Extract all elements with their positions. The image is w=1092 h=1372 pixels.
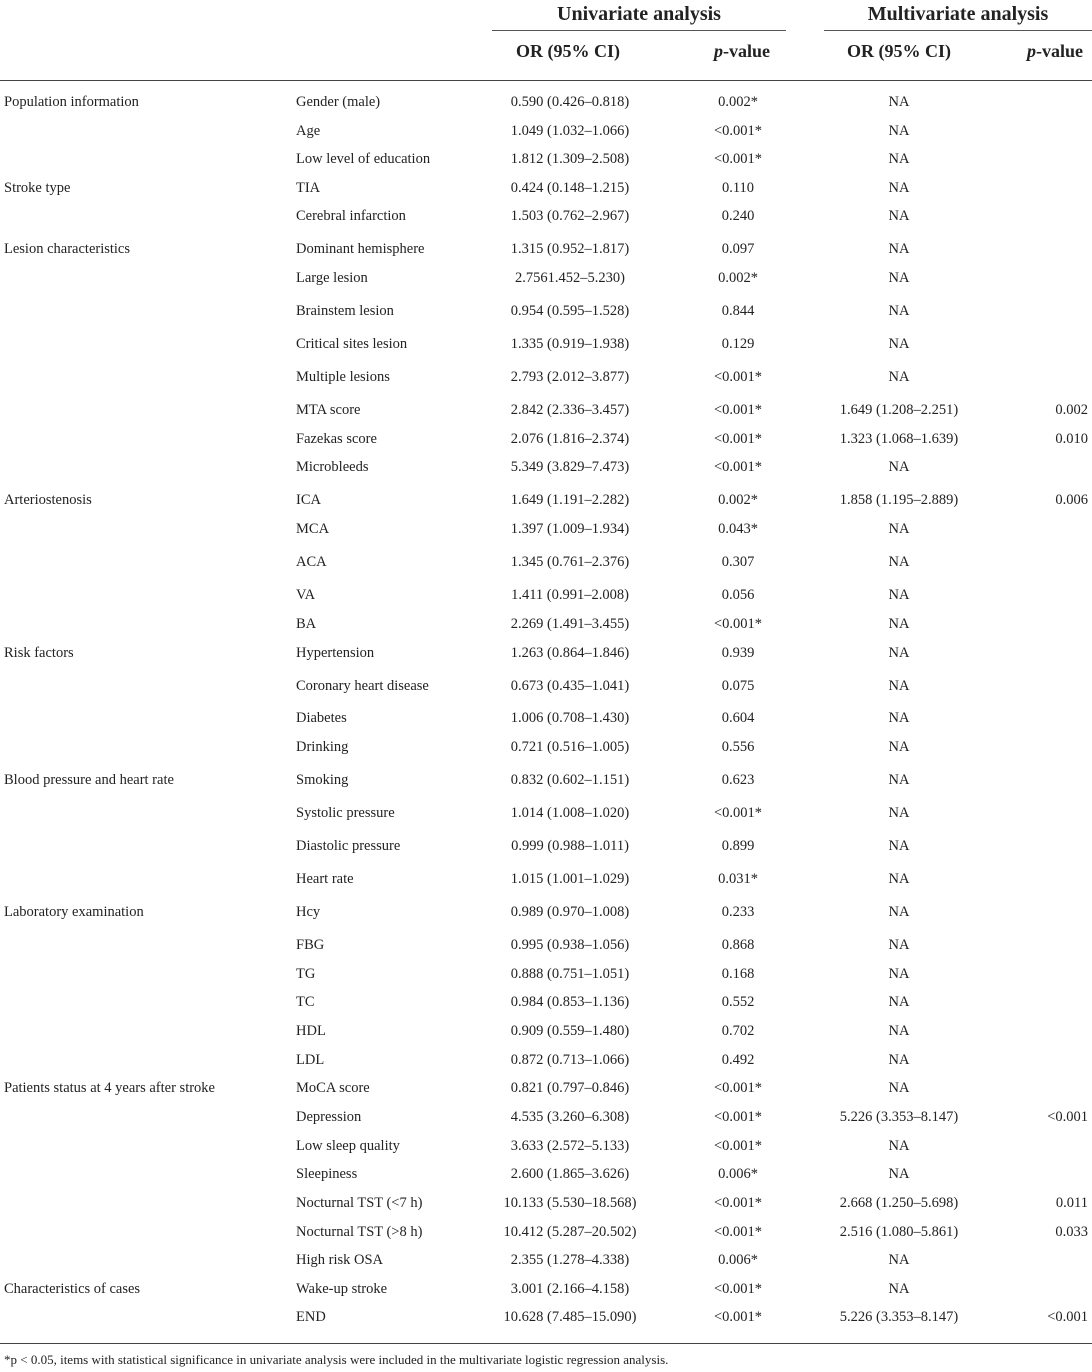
multivariate-or-cell: NA [888,369,910,385]
variable-cell: Hcy [296,904,321,920]
multivariate-or-cell: NA [888,645,910,661]
variable-cell: Depression [296,1109,362,1125]
category-cell: Laboratory examination [4,904,144,920]
univariate-or-cell: 2.7561.452–5.230) [515,270,625,286]
variable-cell: Systolic pressure [296,805,395,821]
multivariate-or-cell: NA [888,616,910,632]
table-row [0,868,1092,890]
univariate-or-cell: 1.649 (1.191–2.282) [510,492,630,508]
multivariate-or-cell: NA [888,1281,910,1297]
table-row [0,1306,1092,1328]
variable-cell: VA [296,587,316,603]
multivariate-or-cell: NA [888,336,910,352]
table-row [0,835,1092,857]
variable-cell: Age [296,123,321,139]
table-row [0,963,1092,985]
header-rule [0,80,1092,81]
variable-cell: Low level of education [296,151,431,167]
footnote-text: *p < 0.05, items with statistical significance in univariate analysis were included in the multivariate logistic regression analysis. [4,1352,669,1367]
univariate-or-cell: 5.349 (3.829–7.473) [510,459,630,475]
variable-cell: High risk OSA [296,1252,384,1268]
table-row [0,1106,1092,1128]
multivariate-p-cell: 0.010 [1055,431,1088,447]
multivariate-p-cell: 0.033 [1055,1224,1088,1240]
variable-cell: Gender (male) [296,94,381,110]
table-row [0,428,1092,450]
univariate-p-cell: 0.939 [721,645,755,661]
univariate-or-cell: 0.590 (0.426–0.818) [510,94,630,110]
multivariate-or-cell: 1.323 (1.068–1.639) [839,431,959,447]
univariate-or-cell: 1.315 (0.952–1.817) [510,241,630,257]
table-row [0,489,1092,511]
multivariate-or-cell: NA [888,1252,910,1268]
multivariate-or-cell: NA [888,151,910,167]
table-row [0,1192,1092,1214]
univariate-underline [492,30,786,31]
univariate-p-cell: 0.097 [721,241,755,257]
multivariate-or-cell: 2.516 (1.080–5.861) [839,1224,959,1240]
univariate-p-cell: 0.604 [721,710,755,726]
univariate-or-cell: 0.995 (0.938–1.056) [510,937,630,953]
variable-cell: Diastolic pressure [296,838,401,854]
table-row [0,267,1092,289]
univariate-or-cell: 2.793 (2.012–3.877) [510,369,630,385]
univariate-p-cell: 0.307 [721,554,755,570]
univariate-or-cell: 0.673 (0.435–1.041) [510,678,630,694]
multivariate-or-cell: NA [888,587,910,603]
multivariate-or-cell: 1.858 (1.195–2.889) [839,492,959,508]
multivariate-or-cell: NA [888,1166,910,1182]
table-row [0,675,1092,697]
variable-cell: Multiple lesions [296,369,390,385]
univariate-or-cell: 1.049 (1.032–1.066) [510,123,630,139]
variable-cell: MoCA score [296,1080,370,1096]
univariate-or-cell: 0.909 (0.559–1.480) [510,1023,630,1039]
univariate-p-cell: <0.001* [713,369,763,385]
univariate-p-cell: 0.233 [721,904,755,920]
univariate-p-cell: <0.001* [713,459,763,475]
univariate-p-cell: <0.001* [713,1138,763,1154]
table-row [0,1049,1092,1071]
multivariate-or-cell: NA [888,966,910,982]
variable-cell: Wake-up stroke [296,1281,388,1297]
multivariate-or-cell: NA [888,208,910,224]
multivariate-or-cell: NA [888,871,910,887]
univariate-p-cell: 0.075 [721,678,755,694]
multivariate-or-cell: NA [888,459,910,475]
univariate-p-cell: 0.006* [718,1166,758,1182]
variable-cell: TIA [296,180,321,196]
category-cell: Arteriostenosis [4,492,92,508]
univariate-p-cell: 0.492 [721,1052,755,1068]
variable-cell: ACA [296,554,327,570]
univariate-p-cell: 0.556 [721,739,755,755]
multivariate-or-cell: NA [888,805,910,821]
multivariate-or-cell: 2.668 (1.250–5.698) [839,1195,959,1211]
univariate-p-cell: 0.006* [718,1252,758,1268]
table-row [0,642,1092,664]
univariate-or-cell: 1.411 (0.991–2.008) [511,587,629,603]
p-rest: -value [1036,41,1083,61]
univariate-p-cell: <0.001* [713,1281,763,1297]
univariate-or-cell: 0.989 (0.970–1.008) [510,904,630,920]
univariate-p-cell: 0.552 [721,994,755,1010]
table-row [0,1135,1092,1157]
univariate-or-cell: 3.001 (2.166–4.158) [510,1281,630,1297]
multivariate-p-cell: <0.001 [1047,1309,1088,1325]
table-row [0,551,1092,573]
variable-cell: BA [296,616,317,632]
table-row [0,91,1092,113]
univariate-p-cell: 0.623 [721,772,755,788]
univariate-p-cell: 0.110 [721,180,755,196]
table-row [0,238,1092,260]
variable-cell: Sleepiness [296,1166,358,1182]
table-row [0,613,1092,635]
univariate-or-cell: 1.335 (0.919–1.938) [510,336,630,352]
p-italic: p [714,41,723,61]
variable-cell: ICA [296,492,321,508]
multivariate-or-cell: 1.649 (1.208–2.251) [839,402,959,418]
variable-cell: Diabetes [296,710,347,726]
univariate-p-cell: <0.001* [713,805,763,821]
multivariate-or-header: OR (95% CI) [847,41,951,61]
univariate-p-cell: <0.001* [713,151,763,167]
univariate-or-cell: 0.832 (0.602–1.151) [510,772,630,788]
univariate-or-cell: 1.014 (1.008–1.020) [510,805,630,821]
univariate-or-cell: 2.842 (2.336–3.457) [510,402,630,418]
table-row [0,1020,1092,1042]
univariate-or-cell: 1.006 (0.708–1.430) [510,710,630,726]
bottom-rule [0,1343,1092,1344]
table-row [0,333,1092,355]
variable-cell: Cerebral infarction [296,208,406,224]
multivariate-or-cell: NA [888,554,910,570]
multivariate-or-cell: NA [888,904,910,920]
variable-cell: END [296,1309,326,1325]
univariate-p-cell: <0.001* [713,123,763,139]
category-cell: Patients status at 4 years after stroke [4,1080,215,1096]
table-row [0,584,1092,606]
univariate-or-cell: 0.721 (0.516–1.005) [510,739,630,755]
univariate-or-cell: 1.345 (0.761–2.376) [510,554,630,570]
variable-cell: Drinking [296,739,349,755]
univariate-p-cell: 0.043* [718,521,758,537]
univariate-p-cell: <0.001* [713,1195,763,1211]
variable-cell: FBG [296,937,325,953]
multivariate-p-header [1010,41,1092,62]
table-row [0,802,1092,824]
multivariate-p-cell: 0.002 [1055,402,1088,418]
variable-cell: MTA score [296,402,361,418]
table-row [0,518,1092,540]
univariate-p-cell: 0.002* [718,492,758,508]
multivariate-or-cell: NA [888,1052,910,1068]
univariate-or-cell: 10.133 (5.530–18.568) [503,1195,637,1211]
multivariate-or-cell: NA [888,1080,910,1096]
table-row [0,456,1092,478]
multivariate-or-cell: NA [888,123,910,139]
table-header [0,0,1092,82]
univariate-or-cell: 2.355 (1.278–4.338) [510,1252,630,1268]
multivariate-or-cell: NA [888,241,910,257]
multivariate-or-cell: NA [888,521,910,537]
univariate-p-cell: <0.001* [713,402,763,418]
table-row [0,1077,1092,1099]
univariate-or-cell: 3.633 (2.572–5.133) [510,1138,630,1154]
univariate-or-cell: 2.269 (1.491–3.455) [510,616,630,632]
footnote [4,1352,668,1368]
univariate-p-cell: <0.001* [713,1109,763,1125]
variable-cell: HDL [296,1023,326,1039]
category-cell: Lesion characteristics [4,241,131,257]
table-row [0,120,1092,142]
univariate-p-cell: 0.002* [718,270,758,286]
univariate-or-cell: 4.535 (3.260–6.308) [510,1109,630,1125]
multivariate-or-cell: NA [888,94,910,110]
table-row [0,366,1092,388]
multivariate-or-cell: NA [888,994,910,1010]
category-cell: Characteristics of cases [4,1281,141,1297]
variable-cell: Microbleeds [296,459,369,475]
multivariate-or-cell: NA [888,739,910,755]
multivariate-or-cell: NA [888,772,910,788]
multivariate-p-cell: 0.011 [1055,1195,1088,1211]
univariate-or-cell: 10.628 (7.485–15.090) [503,1309,637,1325]
univariate-p-cell: 0.702 [721,1023,755,1039]
variable-cell: Smoking [296,772,349,788]
variable-cell: Hypertension [296,645,375,661]
multivariate-header: Multivariate analysis [867,3,1049,25]
univariate-or-cell: 1.397 (1.009–1.934) [510,521,630,537]
univariate-p-cell: <0.001* [713,1080,763,1096]
univariate-or-cell: 1.263 (0.864–1.846) [510,645,630,661]
univariate-or-cell: 0.888 (0.751–1.051) [510,966,630,982]
univariate-or-cell: 0.424 (0.148–1.215) [510,180,630,196]
table-row [0,1249,1092,1271]
univariate-or-cell: 0.984 (0.853–1.136) [510,994,630,1010]
variable-cell: TG [296,966,316,982]
variable-cell: Critical sites lesion [296,336,408,352]
table-row [0,736,1092,758]
univariate-or-cell: 0.954 (0.595–1.528) [510,303,630,319]
multivariate-or-cell: NA [888,270,910,286]
variable-cell: Coronary heart disease [296,678,429,694]
univariate-p-cell: 0.899 [721,838,755,854]
variable-cell: MCA [296,521,330,537]
univariate-or-cell: 0.872 (0.713–1.066) [510,1052,630,1068]
variable-cell: LDL [296,1052,325,1068]
category-cell: Stroke type [4,180,71,196]
univariate-header: Univariate analysis [557,3,721,25]
univariate-p-cell: 0.002* [718,94,758,110]
table-row [0,399,1092,421]
table-row [0,934,1092,956]
table-row [0,901,1092,923]
univariate-p-cell: <0.001* [713,616,763,632]
table-row [0,300,1092,322]
multivariate-p-cell: <0.001 [1047,1109,1088,1125]
table-row [0,1163,1092,1185]
univariate-p-header [692,41,792,62]
table-row [0,707,1092,729]
variable-cell: TC [296,994,315,1010]
variable-cell: Brainstem lesion [296,303,394,319]
table-row [0,991,1092,1013]
univariate-p-cell: <0.001* [713,431,763,447]
variable-cell: Nocturnal TST (>8 h) [296,1224,423,1240]
multivariate-or-cell: NA [888,838,910,854]
univariate-p-cell: 0.168 [721,966,755,982]
multivariate-or-cell: 5.226 (3.353–8.147) [839,1309,959,1325]
univariate-p-cell: 0.844 [721,303,755,319]
univariate-p-cell: 0.240 [721,208,755,224]
variable-cell: Dominant hemisphere [296,241,425,257]
multivariate-underline [824,30,1092,31]
univariate-or-cell: 2.076 (1.816–2.374) [510,431,630,447]
multivariate-or-cell: NA [888,937,910,953]
multivariate-or-cell: NA [888,710,910,726]
table-row [0,769,1092,791]
variable-cell: Nocturnal TST (<7 h) [296,1195,423,1211]
multivariate-p-cell: 0.006 [1055,492,1088,508]
p-rest: -value [723,41,770,61]
univariate-or-header: OR (95% CI) [516,41,620,61]
univariate-p-cell: <0.001* [713,1224,763,1240]
table-row [0,177,1092,199]
variable-cell: Fazekas score [296,431,377,447]
multivariate-or-cell: 5.226 (3.353–8.147) [839,1109,959,1125]
variable-cell: Low sleep quality [296,1138,400,1154]
univariate-or-cell: 10.412 (5.287–20.502) [503,1224,637,1240]
multivariate-or-cell: NA [888,1023,910,1039]
variable-cell: Large lesion [296,270,368,286]
multivariate-or-cell: NA [888,1138,910,1154]
table-row [0,148,1092,170]
table-row [0,205,1092,227]
univariate-or-cell: 1.812 (1.309–2.508) [510,151,630,167]
univariate-p-cell: 0.031* [718,871,758,887]
category-cell: Blood pressure and heart rate [4,772,174,788]
multivariate-or-cell: NA [888,678,910,694]
univariate-or-cell: 0.821 (0.797–0.846) [510,1080,630,1096]
multivariate-or-cell: NA [888,303,910,319]
univariate-or-cell: 2.600 (1.865–3.626) [510,1166,630,1182]
univariate-or-cell: 1.503 (0.762–2.967) [510,208,630,224]
p-italic: p [1027,41,1036,61]
univariate-p-cell: 0.868 [721,937,755,953]
univariate-p-cell: 0.056 [721,587,755,603]
univariate-or-cell: 1.015 (1.001–1.029) [510,871,630,887]
univariate-p-cell: <0.001* [713,1309,763,1325]
category-cell: Risk factors [4,645,74,661]
variable-cell: Heart rate [296,871,354,887]
category-cell: Population information [4,94,139,110]
multivariate-or-cell: NA [888,180,910,196]
table-row [0,1278,1092,1300]
univariate-or-cell: 0.999 (0.988–1.011) [511,838,629,854]
table-row [0,1221,1092,1243]
univariate-p-cell: 0.129 [721,336,755,352]
